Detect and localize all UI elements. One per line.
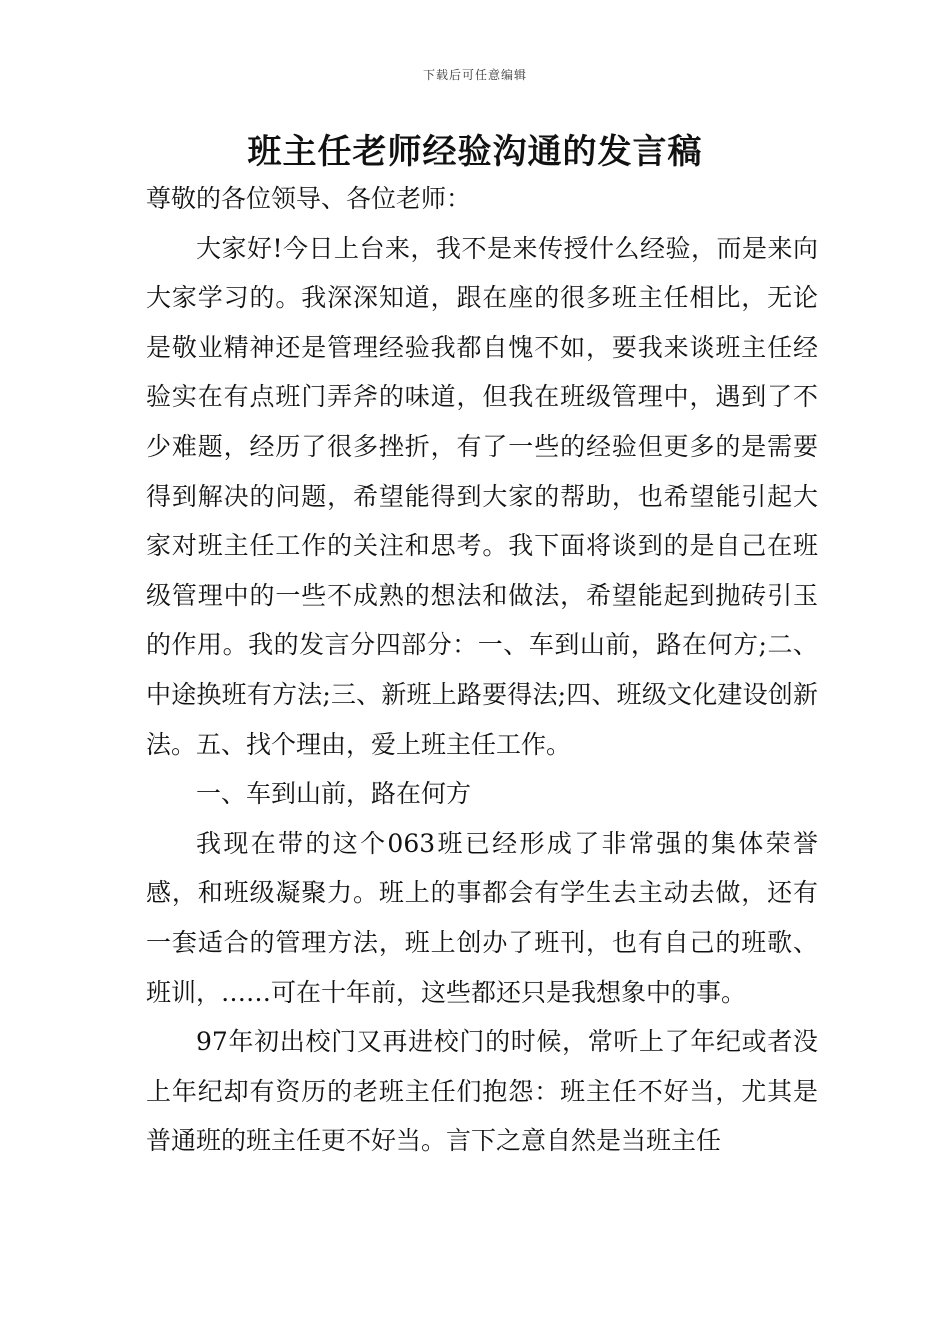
greeting: 尊敬的各位领导、各位老师： (146, 184, 472, 213)
document-body (146, 174, 818, 1166)
header-note: 下载后可任意编辑 (422, 68, 527, 82)
paragraph-1997: 97年初出校门又再进校门的时候，常听上了年纪或者没上年纪却有资历的老班主任们抱怨：班主任不好当，尤其是普通班的班主任更不好当。言下之意自然是当班主任 (146, 1027, 818, 1156)
paragraph-class-063: 我现在带的这个063班已经形成了非常强的集体荣誉感，和班级凝聚力。班上的事都会有学生去主动去做，还有一套适合的管理方法，班上创办了班刊，也有自己的班歌、班训，……可在十年前，这些都还只是我想象中的事。 (146, 828, 818, 1007)
document-title: 班主任老师经验沟通的发言稿 (247, 132, 703, 172)
paragraph-intro: 大家好!今日上台来，我不是来传授什么经验，而是来向大家学习的。我深深知道，跟在座的很多班主任相比，无论是敬业精神还是管理经验我都自愧不如，要我来谈班主任经验实在有点班门弄斧的味道，但我在班级管理中，遇到了不少难题，经历了很多挫折，有了一些的经验但更多的是需要得到解决的问题，希望能得到大家的帮助，也希望能引起大家对班主任工作的关注和思考。我下面将谈到的是自己在班级管理中的一些不成熟的想法和做法，希望能起到抛砖引玉的作用。我的发言分四部分：一、车到山前，路在何方;二、中途换班有方法;三、新班上路要得法;四、班级文化建设创新法。五、找个理由，爱上班主任工作。 (146, 233, 818, 759)
section-heading-1: 一、车到山前，路在何方 (196, 779, 472, 809)
